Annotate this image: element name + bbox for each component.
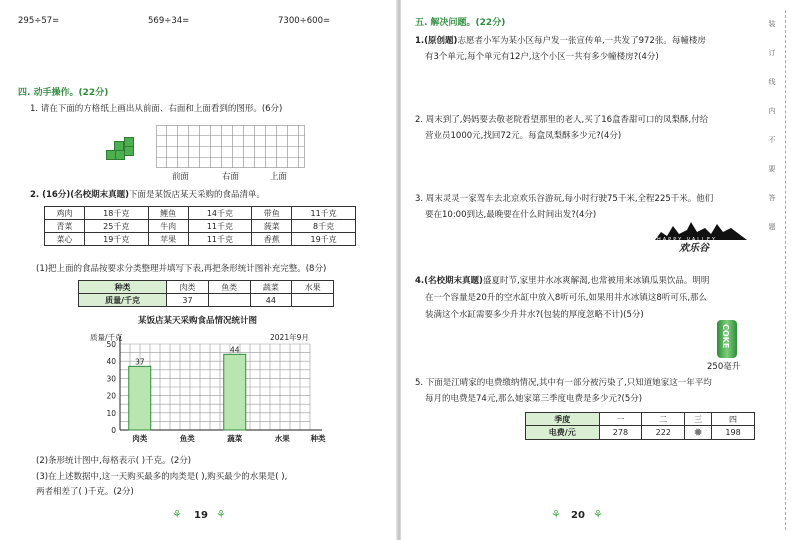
view-label-front: 前面 (172, 172, 190, 182)
q2-sub3-line2: 两者相差了( )千克。(2分) (36, 487, 134, 497)
table-header-cell: 水果 (292, 281, 334, 294)
food-table (44, 206, 356, 246)
x-tick-label: 水果 (274, 434, 290, 443)
r-q3-line1: 3. 周末灵灵一家驾车去北京欢乐谷游玩,每小时行驶75千米,全程225千米。他们 (415, 194, 714, 204)
table-cell: 菜心 (45, 233, 85, 246)
table-cell: 鸡肉 (45, 207, 85, 220)
bar (129, 366, 151, 430)
table-cell: 198 (712, 426, 755, 440)
can-text: COKE (721, 324, 730, 349)
stained-cell (685, 426, 712, 440)
r-q2-line2: 营业员1000元,找回72元。每盒凤梨酥多少元?(4分) (425, 131, 622, 141)
page-number: 20 (571, 510, 585, 521)
leaf-icon: ⚘ (172, 508, 182, 521)
row-label: 电费/元 (526, 426, 600, 440)
r-q1-tag: (原创题) (424, 36, 458, 46)
section-4-title: 四. 动手操作。(22分) (18, 88, 109, 98)
r-q4-text1: 盛夏时节,家里井水冰爽解渴,也常被用来冰镇瓜果饮品。明明 (482, 276, 710, 286)
answer-cell[interactable]: 44 (250, 294, 292, 307)
exercise-3: 7300÷600= (278, 16, 331, 26)
page-number-right (551, 508, 611, 526)
r-q4-number: 4. (415, 276, 425, 286)
table-cell: 278 (599, 426, 642, 440)
r-q4-line2: 在一个容量是20升的空水缸中放入8听可乐,如果用井水冰镇这8听可乐,那么 (425, 293, 708, 303)
q2-sub3-line1: (3)在上述数据中,这一天购买最多的肉类是( ),购买最少的水果是( ), (36, 472, 288, 482)
table-row (45, 220, 356, 233)
table-header-cell: 二 (642, 413, 685, 426)
r-q1-number: 1. (415, 36, 425, 46)
table-cell: 香蕉 (252, 233, 292, 246)
data-label: 37 (134, 357, 145, 367)
page-number: 19 (194, 510, 208, 521)
logo-small-text: HAPPY VALLEY (657, 237, 718, 243)
table-cell: 牛肉 (148, 220, 188, 233)
r-q4-tag: (名校期末真题) (424, 276, 483, 286)
table-header-cell: 肉类 (167, 281, 209, 294)
x-tick-label: 蔬菜 (227, 434, 243, 443)
q2-text: 下面是某饭店某天采购的食品清单。 (128, 190, 265, 200)
binding-line (785, 10, 786, 530)
coke-can-icon (717, 320, 737, 358)
table-header-cell: 种类 (79, 281, 167, 294)
happy-valley-logo (651, 218, 751, 258)
table-cell: 11千克 (188, 220, 252, 233)
bar-chart (80, 316, 370, 450)
q2-number: 2. (16分) (30, 190, 71, 200)
logo-big-text: 欢乐谷 (679, 243, 709, 254)
answer-cell[interactable]: 37 (167, 294, 209, 307)
q2-tag: (名校期末真题) (70, 190, 129, 200)
can-caption: 250毫升 (707, 362, 741, 372)
cube-figure (100, 136, 150, 166)
table-cell: 19千克 (292, 233, 356, 246)
stain-icon: ✹ (693, 426, 703, 439)
table-cell: 222 (642, 426, 685, 440)
chart-plot[interactable] (80, 316, 370, 450)
chart-date: 2021年9月 (270, 333, 309, 342)
table-cell: 14千克 (188, 207, 252, 220)
y-tick-label: 10 (106, 408, 116, 418)
table-row (79, 294, 334, 307)
table-cell: 带鱼 (252, 207, 292, 220)
table-header-cell: 一 (599, 413, 642, 426)
y-tick-label: 20 (106, 391, 116, 401)
table-cell: 鲤鱼 (148, 207, 188, 220)
grid-paper[interactable] (156, 125, 306, 169)
table-header-cell: 蔬菜 (250, 281, 292, 294)
r-q5-line2: 每月的电费是74元,那么她家第三季度电费是多少元?(5分) (425, 394, 643, 404)
left-page (0, 0, 397, 540)
exercise-1: 295÷57= (18, 16, 60, 26)
r-q2-line1: 2. 周末到了,妈妈要去敬老院看望那里的老人,买了16盒香甜可口的凤梨酥,付给 (415, 115, 709, 125)
binding-margin-text: 装订线内不要答题 (768, 20, 776, 252)
table-row (79, 281, 334, 294)
table-row (526, 413, 755, 426)
bar (224, 354, 246, 430)
y-tick-label: 30 (106, 374, 116, 384)
table-header-cell: 三 (685, 413, 712, 426)
view-label-top: 上面 (270, 172, 288, 182)
q2-sub1: (1)把上面的食品按要求分类整理并填写下表,再把条形统计图补充完整。(8分) (36, 264, 327, 274)
r-q5-line1: 5. 下面是江晴家的电费缴纳情况,其中有一部分被污染了,只知道她家这一年平均 (415, 378, 712, 388)
bill-table (525, 412, 755, 440)
view-label-right: 右面 (222, 172, 240, 182)
chart-title: 某饭店某天采购食品情况统计图 (138, 316, 258, 326)
r-q4-line3: 装满这个水缸需要多少升井水?(包装的厚度忽略不计)(5分) (425, 310, 644, 320)
r-q3-line2: 要在10:00到达,最晚要在什么时间出发?(4分) (425, 210, 597, 220)
y-tick-label: 50 (106, 340, 116, 349)
table-cell: 18千克 (84, 207, 148, 220)
r-q4-line1 (415, 276, 709, 287)
table-row (45, 207, 356, 220)
answer-cell[interactable] (292, 294, 334, 307)
table-cell: 11千克 (292, 207, 356, 220)
exercise-2: 569÷34= (148, 16, 190, 26)
q2-stem (30, 190, 265, 201)
table-cell: 19千克 (84, 233, 148, 246)
table-cell: 25千克 (84, 220, 148, 233)
q1-text: 1. 请在下面的方格纸上画出从前面、右面和上面看到的图形。(6分) (30, 104, 283, 114)
y-tick-label: 0 (111, 426, 116, 435)
table-header-cell: 鱼类 (208, 281, 250, 294)
table-row (45, 233, 356, 246)
table-cell: 青菜 (45, 220, 85, 233)
data-label: 44 (229, 345, 240, 355)
table-header-cell: 季度 (526, 413, 600, 426)
r-q1-text1: 志愿者小军为某小区每户发一张宣传单,一共发了972张。每幢楼房 (457, 36, 706, 46)
leaf-icon: ⚘ (216, 508, 226, 521)
leaf-icon: ⚘ (551, 508, 561, 521)
table-cell: 11千克 (188, 233, 252, 246)
q2-sub2: (2)条形统计图中,每格表示( )千克。(2分) (36, 456, 192, 466)
r-q1-line1 (415, 36, 706, 47)
table-row (526, 426, 755, 440)
x-tick-label: 鱼类 (179, 434, 195, 443)
leaf-icon: ⚘ (593, 508, 603, 521)
y-tick-label: 40 (106, 357, 116, 367)
chart-ylabel: 质量/千克 (90, 333, 123, 342)
table-header-cell: 四 (712, 413, 755, 426)
r-q1-line2: 有3个单元,每个单元有12户,这个小区一共有多少幢楼房?(4分) (425, 52, 659, 62)
table-cell: 菠菜 (252, 220, 292, 233)
row-label: 质量/千克 (79, 294, 167, 307)
table-cell: 8千克 (292, 220, 356, 233)
chart-xlabel: 种类 (310, 434, 326, 443)
right-page (401, 0, 800, 540)
classification-table (78, 280, 334, 307)
page-number-left (172, 508, 232, 526)
answer-cell[interactable] (208, 294, 250, 307)
section-5-title: 五. 解决问题。(22分) (415, 18, 506, 28)
table-cell: 苹果 (148, 233, 188, 246)
x-tick-label: 肉类 (132, 434, 148, 443)
